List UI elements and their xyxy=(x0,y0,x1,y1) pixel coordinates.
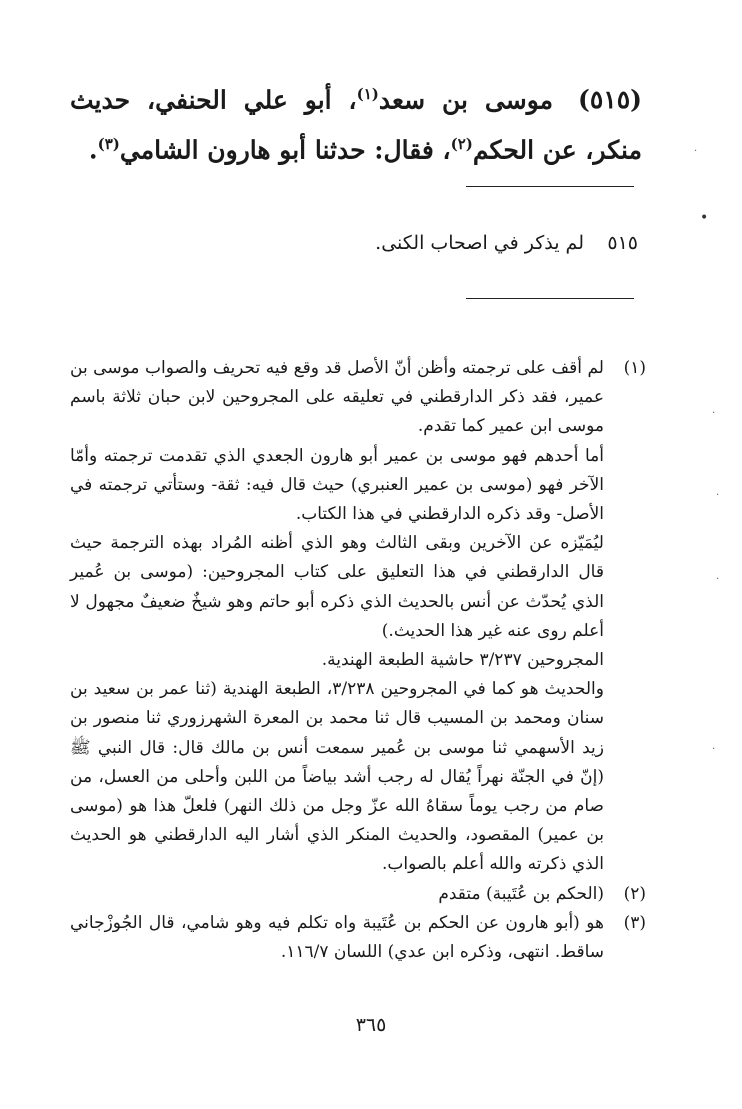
entry-text-3: ، فقال: حدثنا أبو هارون الشامي xyxy=(119,135,451,165)
footnote-number: (١) xyxy=(623,358,646,378)
footnote-3 xyxy=(70,909,646,967)
entry-note xyxy=(300,228,638,258)
footnote-ref-3[interactable]: (٣) xyxy=(97,135,120,154)
footnote-1 xyxy=(70,354,646,880)
footnote-paragraph: لم أقف على ترجمته وأظن أنّ الأصل قد وقع فيه تحريف والصواب موسى بن عمير، فقد ذكر الدارقطني في تعليقه على المجروحين لابن حبان ثلاثة باسم موسى ابن عمير كما تقدم. xyxy=(70,358,604,437)
entry-number: (٥١٥) xyxy=(578,85,642,115)
footnote-paragraph: أما أحدهم فهو موسى بن عمير أبو هارون الجعدي الذي تقدمت ترجمته وأمّا الآخر فهو (موسى بن عمير العنبري) حيث قال فيه: ثقة- وستأتي ترجمته في الأصل- وقد ذكره الدارقطني في هذا الكتاب. xyxy=(70,445,604,525)
footnote-body xyxy=(70,909,604,967)
footnote-paragraph: والحديث هو كما في المجروحين ٣/٢٣٨، الطبعة الهندية (ثنا عمر بن سعيد بن سنان ومحمد بن المسيب قال ثنا محمد بن المعرة الشهرزوري ثنا منصور بن زيد الأسهمي ثنا موسى بن عُمير سمعت أنس بن مالك قال: قال النبي ﷺ (إنّ في الجنّة نهراً يُقال له رجب أشد بياضاً من اللبن وأحلى من العسل، من صام من رجب يوماً سقاهُ الله عزّ وجل من ذلك النهر) فلعلّ هذا هو (موسى بن عمير) المقصود، والحديث المنكر الذي أشار اليه الدارقطني هو الحديث الذي ذكرته والله أعلم بالصواب. xyxy=(70,679,604,875)
footnote-paragraph: هو (أبو هارون عن الحكم بن عُتَيبة واه تكلم فيه وهو شامي، قال الجُوزْجاني ساقط. انتهى، وذكره ابن عدي) اللسان ١١٦/٧. xyxy=(70,912,604,963)
footnote-number: (٣) xyxy=(623,912,646,933)
entry-note-text: لم يذكر في اصحاب الكنى. xyxy=(375,232,584,254)
page-number: ٣٦٥ xyxy=(355,1014,387,1036)
footnote-2 xyxy=(70,880,646,909)
divider-bottom xyxy=(466,298,634,299)
footnote-body xyxy=(70,880,604,909)
entry-text-4: . xyxy=(88,135,98,165)
scan-speck: • xyxy=(700,210,709,226)
scan-speck: · xyxy=(716,574,720,585)
footnotes-section xyxy=(70,354,646,967)
footnote-paragraph: المجروحين ٣/٢٣٧ حاشية الطبعة الهندية. xyxy=(321,650,604,671)
scan-speck: · xyxy=(712,744,716,755)
scan-speck: · xyxy=(694,146,698,157)
entry-note-number: ٥١٥ xyxy=(607,232,638,254)
entry-text-2: ، أبو علي الحنفي، حديث منكر، عن الحكم xyxy=(70,85,642,165)
footnote-ref-1[interactable]: (١) xyxy=(356,85,379,103)
scan-speck: · xyxy=(716,490,720,501)
footnote-paragraph: ليُمَيّزه عن الآخرين وبقى الثالث وهو الذي أظنه المُراد بهذه الترجمة حيث قال الدارقطني في هذا التعليق على كتاب المجروحين: (موسى بن عُمير الذي يُحدّث عن أنس بالحديث الذي ذكره أبو حاتم وهو شيخٌ ضعيفٌ مجهول لا أعلم روى عنه غير هذا الحديث.) xyxy=(70,533,604,641)
footnote-body xyxy=(70,354,604,880)
main-entry xyxy=(70,72,642,173)
scan-speck: · xyxy=(712,408,716,419)
divider-top xyxy=(466,186,634,187)
entry-text-1: موسى بن سعد xyxy=(378,85,554,115)
footnote-ref-2[interactable]: (٢) xyxy=(450,135,473,154)
footnote-paragraph: (الحكم بن عُتَيبة) متقدم xyxy=(438,883,604,904)
footnote-number: (٢) xyxy=(623,883,646,904)
